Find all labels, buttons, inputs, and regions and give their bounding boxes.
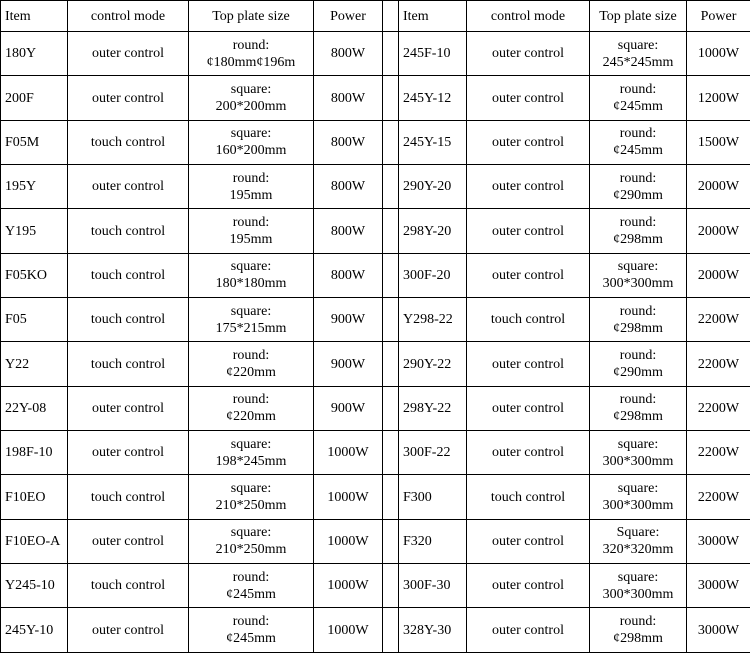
- top-plate-size-cell: [590, 608, 687, 653]
- col-header-item: Item: [1, 1, 68, 32]
- plate-dimension-label: 195mm: [229, 232, 273, 248]
- plate-shape-label: round:: [232, 215, 270, 231]
- plate-dimension-label: 245*245mm: [602, 54, 674, 70]
- item-cell: 22Y-08: [1, 386, 68, 430]
- plate-dimension-label: 300*300mm: [602, 586, 674, 602]
- plate-shape-label: square:: [230, 436, 272, 452]
- control-mode-cell: touch control: [68, 298, 189, 342]
- plate-shape-label: round:: [619, 392, 657, 408]
- separator-cell: [383, 608, 399, 653]
- control-mode-cell: outer control: [68, 76, 189, 120]
- col-header-item: Item: [399, 1, 467, 32]
- plate-shape-label: square:: [617, 37, 659, 53]
- power-cell: 2000W: [687, 209, 750, 253]
- plate-dimension-label: 200*200mm: [215, 99, 287, 115]
- table-row: [1, 165, 750, 209]
- power-cell: 3000W: [687, 608, 750, 653]
- power-cell: 900W: [314, 342, 383, 386]
- separator-cell: [383, 431, 399, 475]
- top-plate-size-cell: [189, 209, 314, 253]
- control-mode-cell: touch control: [68, 342, 189, 386]
- plate-dimension-label: ¢245mm: [226, 586, 276, 602]
- power-cell: 2200W: [687, 431, 750, 475]
- top-plate-size-cell: [590, 76, 687, 120]
- separator-cell: [383, 519, 399, 563]
- table-row: [1, 209, 750, 253]
- top-plate-size-cell: [590, 564, 687, 608]
- top-plate-size-cell: [189, 519, 314, 563]
- table-row: [1, 32, 750, 76]
- item-cell: 298Y-22: [399, 386, 467, 430]
- plate-dimension-label: ¢220mm: [226, 365, 276, 381]
- item-cell: 290Y-20: [399, 165, 467, 209]
- plate-shape-label: square:: [617, 481, 659, 497]
- top-plate-size-cell: [189, 32, 314, 76]
- item-cell: F05: [1, 298, 68, 342]
- separator-column: [383, 1, 399, 32]
- plate-shape-label: round:: [232, 569, 270, 585]
- control-mode-cell: outer control: [467, 342, 590, 386]
- plate-shape-label: round:: [232, 392, 270, 408]
- item-cell: F10EO: [1, 475, 68, 519]
- top-plate-size-cell: [189, 564, 314, 608]
- control-mode-cell: outer control: [467, 253, 590, 297]
- plate-dimension-label: ¢298mm: [613, 631, 663, 647]
- table-row: [1, 386, 750, 430]
- header-row: [1, 1, 750, 32]
- table-row: [1, 519, 750, 563]
- plate-dimension-label: 195mm: [229, 187, 273, 203]
- control-mode-cell: touch control: [68, 209, 189, 253]
- plate-dimension-label: ¢298mm: [613, 320, 663, 336]
- control-mode-cell: outer control: [68, 431, 189, 475]
- top-plate-size-cell: [590, 298, 687, 342]
- plate-dimension-label: ¢180mm¢196m: [206, 54, 296, 70]
- power-cell: 800W: [314, 209, 383, 253]
- plate-shape-label: square:: [230, 481, 272, 497]
- top-plate-size-cell: [189, 76, 314, 120]
- top-plate-size-cell: [189, 608, 314, 653]
- plate-shape-label: square:: [230, 303, 272, 319]
- power-cell: 2200W: [687, 386, 750, 430]
- control-mode-cell: outer control: [68, 32, 189, 76]
- power-cell: 1200W: [687, 76, 750, 120]
- item-cell: Y298-22: [399, 298, 467, 342]
- power-cell: 2000W: [687, 165, 750, 209]
- control-mode-cell: outer control: [68, 519, 189, 563]
- table-row: [1, 342, 750, 386]
- top-plate-size-cell: [590, 475, 687, 519]
- top-plate-size-cell: [189, 165, 314, 209]
- top-plate-size-cell: [189, 386, 314, 430]
- plate-dimension-label: ¢245mm: [613, 143, 663, 159]
- separator-cell: [383, 253, 399, 297]
- plate-shape-label: square:: [617, 569, 659, 585]
- table-row: [1, 253, 750, 297]
- item-cell: 245Y-15: [399, 120, 467, 164]
- top-plate-size-cell: [189, 298, 314, 342]
- col-header-control-mode: control mode: [68, 1, 189, 32]
- plate-shape-label: round:: [619, 170, 657, 186]
- plate-dimension-label: ¢245mm: [613, 99, 663, 115]
- plate-shape-label: round:: [619, 126, 657, 142]
- plate-dimension-label: ¢220mm: [226, 409, 276, 425]
- plate-dimension-label: 160*200mm: [215, 143, 287, 159]
- plate-shape-label: square:: [230, 126, 272, 142]
- control-mode-cell: outer control: [467, 519, 590, 563]
- power-cell: 800W: [314, 253, 383, 297]
- item-cell: Y245-10: [1, 564, 68, 608]
- item-cell: F10EO-A: [1, 519, 68, 563]
- item-cell: 198F-10: [1, 431, 68, 475]
- plate-shape-label: Square:: [616, 525, 660, 541]
- item-cell: 328Y-30: [399, 608, 467, 653]
- separator-cell: [383, 298, 399, 342]
- top-plate-size-cell: [590, 342, 687, 386]
- plate-dimension-label: 198*245mm: [215, 453, 287, 469]
- item-cell: 290Y-22: [399, 342, 467, 386]
- control-mode-cell: touch control: [467, 298, 590, 342]
- top-plate-size-cell: [189, 475, 314, 519]
- plate-dimension-label: ¢298mm: [613, 409, 663, 425]
- top-plate-size-cell: [590, 165, 687, 209]
- separator-cell: [383, 475, 399, 519]
- control-mode-cell: touch control: [68, 253, 189, 297]
- top-plate-size-cell: [590, 431, 687, 475]
- separator-cell: [383, 120, 399, 164]
- table-row: [1, 76, 750, 120]
- table-row: [1, 431, 750, 475]
- separator-cell: [383, 564, 399, 608]
- power-cell: 800W: [314, 120, 383, 164]
- power-cell: 2200W: [687, 342, 750, 386]
- plate-dimension-label: 175*215mm: [215, 320, 287, 336]
- plate-shape-label: square:: [617, 259, 659, 275]
- plate-shape-label: round:: [619, 82, 657, 98]
- control-mode-cell: outer control: [467, 608, 590, 653]
- power-cell: 1000W: [314, 564, 383, 608]
- power-cell: 900W: [314, 386, 383, 430]
- separator-cell: [383, 342, 399, 386]
- top-plate-size-cell: [590, 253, 687, 297]
- separator-cell: [383, 209, 399, 253]
- plate-dimension-label: 210*250mm: [215, 542, 287, 558]
- plate-shape-label: round:: [619, 215, 657, 231]
- plate-shape-label: square:: [230, 82, 272, 98]
- power-cell: 3000W: [687, 564, 750, 608]
- power-cell: 2000W: [687, 253, 750, 297]
- plate-shape-label: square:: [230, 259, 272, 275]
- control-mode-cell: outer control: [68, 608, 189, 653]
- control-mode-cell: outer control: [467, 431, 590, 475]
- plate-dimension-label: 180*180mm: [215, 276, 287, 292]
- item-cell: F320: [399, 519, 467, 563]
- top-plate-size-cell: [189, 431, 314, 475]
- item-cell: 195Y: [1, 165, 68, 209]
- control-mode-cell: outer control: [467, 564, 590, 608]
- item-cell: 245F-10: [399, 32, 467, 76]
- power-cell: 800W: [314, 76, 383, 120]
- plate-dimension-label: ¢245mm: [226, 631, 276, 647]
- col-header-top-plate-size: Top plate size: [590, 1, 687, 32]
- plate-shape-label: round:: [619, 348, 657, 364]
- table-row: [1, 298, 750, 342]
- item-cell: 200F: [1, 76, 68, 120]
- control-mode-cell: outer control: [467, 120, 590, 164]
- control-mode-cell: outer control: [467, 209, 590, 253]
- item-cell: 245Y-10: [1, 608, 68, 653]
- control-mode-cell: touch control: [68, 564, 189, 608]
- plate-shape-label: round:: [619, 303, 657, 319]
- plate-shape-label: round:: [232, 37, 270, 53]
- item-cell: 180Y: [1, 32, 68, 76]
- separator-cell: [383, 165, 399, 209]
- power-cell: 900W: [314, 298, 383, 342]
- item-cell: F300: [399, 475, 467, 519]
- plate-shape-label: square:: [617, 436, 659, 452]
- power-cell: 2200W: [687, 475, 750, 519]
- col-header-top-plate-size: Top plate size: [189, 1, 314, 32]
- control-mode-cell: outer control: [68, 386, 189, 430]
- plate-dimension-label: ¢290mm: [613, 365, 663, 381]
- table-row: [1, 120, 750, 164]
- control-mode-cell: outer control: [467, 165, 590, 209]
- item-cell: 300F-22: [399, 431, 467, 475]
- top-plate-size-cell: [590, 386, 687, 430]
- control-mode-cell: outer control: [467, 76, 590, 120]
- col-header-control-mode: control mode: [467, 1, 590, 32]
- power-cell: 1000W: [314, 608, 383, 653]
- separator-cell: [383, 386, 399, 430]
- plate-shape-label: square:: [230, 525, 272, 541]
- plate-dimension-label: 300*300mm: [602, 453, 674, 469]
- item-cell: F05M: [1, 120, 68, 164]
- item-cell: 245Y-12: [399, 76, 467, 120]
- item-cell: Y195: [1, 209, 68, 253]
- plate-shape-label: round:: [232, 348, 270, 364]
- top-plate-size-cell: [590, 519, 687, 563]
- control-mode-cell: touch control: [467, 475, 590, 519]
- col-header-power: Power: [687, 1, 750, 32]
- top-plate-size-cell: [590, 120, 687, 164]
- control-mode-cell: outer control: [467, 32, 590, 76]
- control-mode-cell: touch control: [68, 475, 189, 519]
- power-cell: 1000W: [314, 431, 383, 475]
- item-cell: F05KO: [1, 253, 68, 297]
- plate-dimension-label: ¢298mm: [613, 232, 663, 248]
- item-cell: 298Y-20: [399, 209, 467, 253]
- power-cell: 1000W: [314, 475, 383, 519]
- power-cell: 1000W: [314, 519, 383, 563]
- item-cell: Y22: [1, 342, 68, 386]
- top-plate-size-cell: [590, 209, 687, 253]
- power-cell: 800W: [314, 165, 383, 209]
- table-row: [1, 608, 750, 653]
- col-header-power: Power: [314, 1, 383, 32]
- table-row: [1, 564, 750, 608]
- power-cell: 1000W: [687, 32, 750, 76]
- plate-dimension-label: ¢290mm: [613, 187, 663, 203]
- top-plate-size-cell: [189, 253, 314, 297]
- control-mode-cell: touch control: [68, 120, 189, 164]
- top-plate-size-cell: [590, 32, 687, 76]
- item-cell: 300F-30: [399, 564, 467, 608]
- plate-dimension-label: 300*300mm: [602, 276, 674, 292]
- item-cell: 300F-20: [399, 253, 467, 297]
- power-cell: 2200W: [687, 298, 750, 342]
- separator-cell: [383, 32, 399, 76]
- plate-dimension-label: 320*320mm: [602, 542, 674, 558]
- power-cell: 3000W: [687, 519, 750, 563]
- plate-shape-label: round:: [232, 170, 270, 186]
- plate-dimension-label: 300*300mm: [602, 498, 674, 514]
- control-mode-cell: outer control: [68, 165, 189, 209]
- power-cell: 800W: [314, 32, 383, 76]
- top-plate-size-cell: [189, 342, 314, 386]
- plate-shape-label: round:: [232, 614, 270, 630]
- plate-shape-label: round:: [619, 614, 657, 630]
- table-row: [1, 475, 750, 519]
- top-plate-size-cell: [189, 120, 314, 164]
- power-cell: 1500W: [687, 120, 750, 164]
- plate-dimension-label: 210*250mm: [215, 498, 287, 514]
- control-mode-cell: outer control: [467, 386, 590, 430]
- separator-cell: [383, 76, 399, 120]
